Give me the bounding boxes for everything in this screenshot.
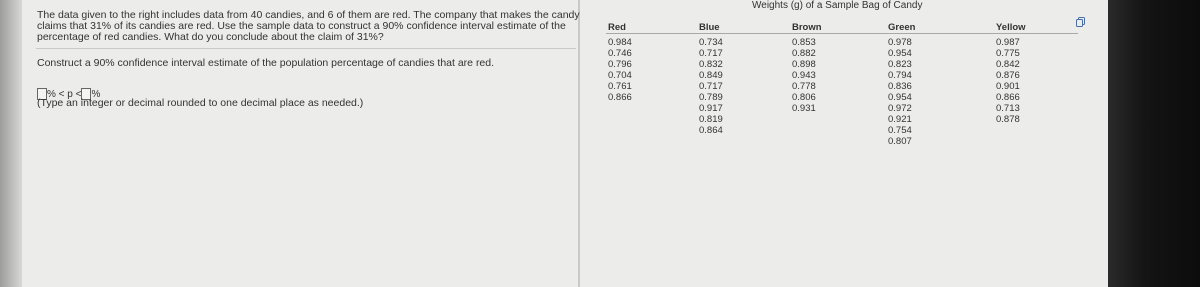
table-cell: 0.713 (996, 103, 1020, 114)
table-cell: 0.842 (996, 59, 1020, 70)
column-blue (699, 22, 723, 136)
table-cell: 0.921 (888, 114, 912, 125)
table-cell: 0.882 (792, 48, 816, 59)
table-cell: 0.796 (608, 59, 632, 70)
table-cell: 0.778 (792, 81, 816, 92)
table-cell: 0.898 (792, 59, 816, 70)
question-text-line: percentage of red candies. What do you conclude about the claim of 31%? (37, 31, 384, 43)
table-cell: 0.849 (699, 70, 723, 81)
table-cell: 0.866 (996, 92, 1020, 103)
column-header: Red (608, 22, 626, 33)
table-cell: 0.864 (699, 125, 723, 136)
column-header: Brown (792, 22, 822, 33)
table-cell: 0.901 (996, 81, 1020, 92)
column-green (888, 22, 915, 147)
column-brown (792, 22, 822, 114)
question-panel (22, 0, 578, 287)
table-cell: 0.931 (792, 103, 816, 114)
table-cell: 0.717 (699, 48, 723, 59)
monitor-bezel-right (1108, 0, 1200, 287)
table-cell: 0.984 (608, 37, 632, 48)
construct-instruction: Construct a 90% confidence interval estimate of the population percentage of candies that are red. (37, 57, 495, 69)
table-cell: 0.734 (699, 37, 723, 48)
table-cell: 0.972 (888, 103, 912, 114)
table-cell: 0.746 (608, 48, 632, 59)
table-cell: 0.789 (699, 92, 723, 103)
table-cell: 0.954 (888, 48, 912, 59)
column-values (699, 37, 723, 136)
question-text-line: claims that 31% of its candies are red. Use the sample data to construct a 90% confidence interval estimate of the (37, 20, 566, 32)
table-cell: 0.987 (996, 37, 1020, 48)
column-values (888, 37, 915, 147)
data-panel (580, 0, 1115, 287)
table-cell: 0.819 (699, 114, 723, 125)
table-cell: 0.878 (996, 114, 1020, 125)
table-cell: 0.807 (888, 136, 912, 147)
table-cell: 0.806 (792, 92, 816, 103)
table-cell: 0.794 (888, 70, 912, 81)
column-values (792, 37, 822, 114)
table-cell: 0.832 (699, 59, 723, 70)
column-red (608, 22, 632, 103)
table-cell: 0.954 (888, 92, 912, 103)
column-header: Yellow (996, 22, 1026, 33)
table-cell: 0.836 (888, 81, 912, 92)
table-cell: 0.754 (888, 125, 912, 136)
table-cell: 0.853 (792, 37, 816, 48)
column-header: Blue (699, 22, 720, 33)
column-values (996, 37, 1026, 125)
table-cell: 0.876 (996, 70, 1020, 81)
table-cell: 0.775 (996, 48, 1020, 59)
table-cell: 0.978 (888, 37, 912, 48)
answer-end-text: % (91, 88, 101, 100)
table-cell: 0.761 (608, 81, 632, 92)
table-title: Weights (g) of a Sample Bag of Candy (752, 0, 923, 11)
table-cell: 0.943 (792, 70, 816, 81)
answer-middle-text: % < p < (47, 88, 82, 100)
column-yellow (996, 22, 1026, 125)
answer-hint: (Type an integer or decimal rounded to one decimal place as needed.) (37, 97, 364, 109)
table-cell: 0.717 (699, 81, 723, 92)
copy-icon[interactable] (1075, 16, 1087, 28)
table-cell: 0.704 (608, 70, 632, 81)
table-cell: 0.917 (699, 103, 723, 114)
question-text-line: The data given to the right includes data from 40 candies, and 6 of them are red. The company that makes the candy (37, 9, 580, 21)
table-cell: 0.823 (888, 59, 912, 70)
column-values (608, 37, 632, 103)
table-cell: 0.866 (608, 92, 632, 103)
column-header: Green (888, 22, 916, 33)
question-separator (36, 48, 576, 49)
monitor-bezel-left (0, 0, 22, 287)
